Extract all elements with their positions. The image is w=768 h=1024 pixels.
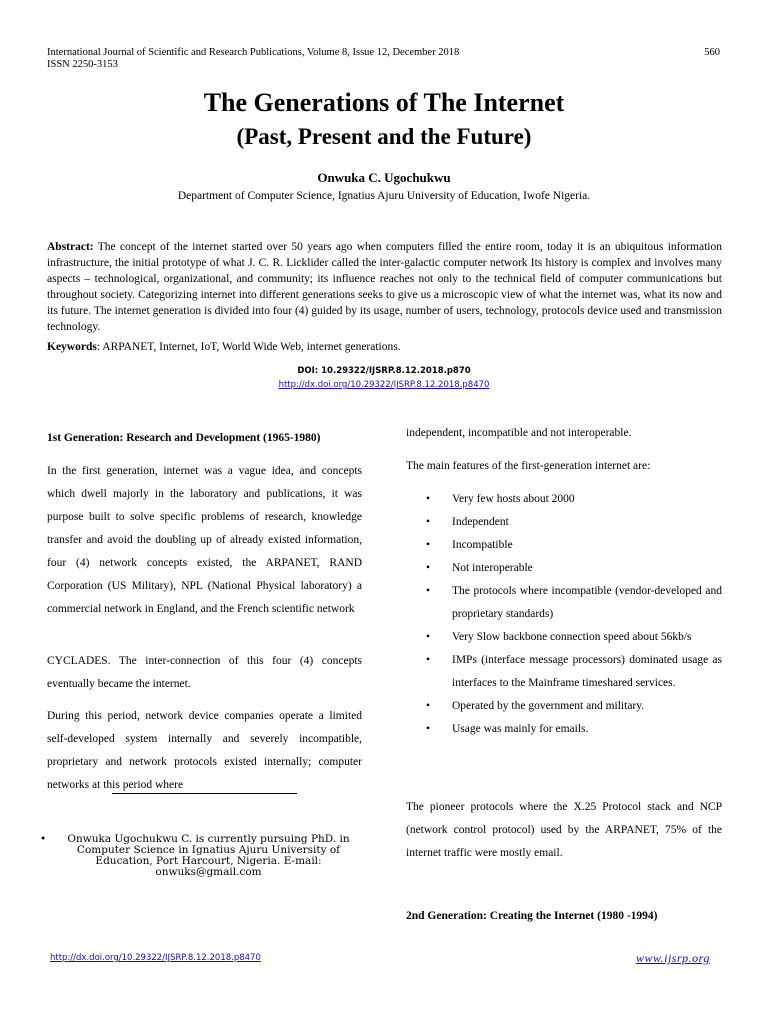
keywords-label: Keywords (47, 341, 97, 353)
list-item: • Independent (406, 511, 722, 534)
list-item: • Very few hosts about 2000 (406, 488, 722, 511)
abstract (47, 240, 722, 335)
list-item: • IMPs (interface message processors) dominated usage as interfaces to the Mainframe timeshared services. (406, 649, 722, 695)
bullet-icon: • (426, 539, 431, 551)
paragraph-pioneer-protocols: The pioneer protocols where the X.25 Protocol stack and NCP (network control protocol) used by the ARPANET, 75% of the internet traffic were mostly email. (406, 801, 722, 859)
paper-title: The Generations of The Internet (203, 88, 565, 117)
author-footnote (40, 834, 365, 878)
keywords-text: : ARPANET, Internet, IoT, World Wide Web, internet generations. (96, 341, 401, 353)
list-item: • The protocols where incompatible (vendor-developed and proprietary standards) (406, 580, 722, 626)
list-item: • Not interoperable (406, 557, 722, 580)
bullet-icon: • (426, 654, 431, 666)
affiliation: Department of Computer Science, Ignatius Ajuru University of Education, Iwofe Nigeria. (177, 190, 591, 202)
features-intro: The main features of the first-generation internet are: (406, 460, 651, 472)
paper-subtitle: (Past, Present and the Future) (236, 124, 532, 149)
bullet-icon: • (426, 631, 431, 643)
journal-name: International Journal of Scientific and Research Publications, Volume 8, Issue 12, December 2018 (47, 47, 460, 58)
paragraph-continued: independent, incompatible and not interoperable. (406, 427, 632, 439)
list-item: • Usage was mainly for emails. (406, 718, 722, 741)
footnote-text: Onwuka Ugochukwu C. is currently pursuing PhD. in Computer Science in Ignatius Ajuru University of Education, Port Harcourt, Nigeria. E-mail: onwuks@gmail.com (67, 833, 350, 878)
paragraph-network-devices: During this period, network device companies operate a limited self-developed system internally and severely incompatible, proprietary and network protocols existed internally; computer networks at this period where (47, 710, 362, 791)
bullet-icon: • (426, 562, 431, 574)
footer-doi-link[interactable]: http://dx.doi.org/10.29322/IJSRP.8.12.2018.p8470 (50, 953, 261, 963)
paragraph-first-generation: In the first generation, internet was a vague idea, and concepts which dwell majorly in the laboratory and publications, it was purpose built to solve specific problems of research, knowledge transfer and avoid the doubling up of already existed information, four (4) network concepts existed, the ARPANET, RAND Corporation (US Military), NPL (National Physical laboratory) a commercial network in England, and the French scientific network (47, 465, 362, 615)
bullet-icon: • (426, 516, 431, 528)
list-item: • Incompatible (406, 534, 722, 557)
list-item: • Very Slow backbone connection speed about 56kb/s (406, 626, 722, 649)
footnote-bullet: • (40, 833, 47, 845)
footnote-divider (112, 793, 297, 794)
list-item: • Operated by the government and military. (406, 695, 722, 718)
doi-link[interactable]: http://dx.doi.org/10.29322/IJSRP.8.12.2018.p8470 (278, 380, 490, 390)
section-heading-second-generation: 2nd Generation: Creating the Internet (1980 -1994) (406, 910, 658, 922)
abstract-text: The concept of the internet started over 50 years ago when computers filled the entire room, today it is an ubiquitous information infrastructure, the initial prototype of what J. C. R. Licklider called the inter-galactic computer network Its history is complex and involves many aspects – technological, organizational, and community; its influence reaches not only to the technical field of computer communications but throughout society. Categorizing internet into different generations seeks to give us a microscopic view of what the internet was, what its now and its future. The internet generation is divided into four (4) guided by its usage, number of users, technology, protocols device used and transmission technology. (47, 241, 722, 333)
bullet-icon: • (426, 493, 431, 505)
keywords (47, 341, 722, 353)
bullet-icon: • (426, 700, 431, 712)
issn: ISSN 2250-3153 (47, 59, 118, 70)
abstract-label: Abstract: (47, 241, 94, 253)
bullet-icon: • (426, 585, 431, 597)
paragraph-cyclades: CYCLADES. The inter-connection of this four (4) concepts eventually became the internet. (47, 655, 362, 690)
features-list (406, 488, 722, 741)
doi-text: DOI: 10.29322/IJSRP.8.12.2018.p870 (297, 366, 471, 376)
journal-header (47, 47, 459, 71)
section-heading-first-generation: 1st Generation: Research and Development (1965-1980) (47, 432, 321, 444)
author-name: Onwuka C. Ugochukwu (317, 170, 451, 185)
page-number: 560 (704, 47, 720, 58)
bullet-icon: • (426, 723, 431, 735)
footer-site-link[interactable]: www.ijsrp.org (636, 951, 710, 965)
